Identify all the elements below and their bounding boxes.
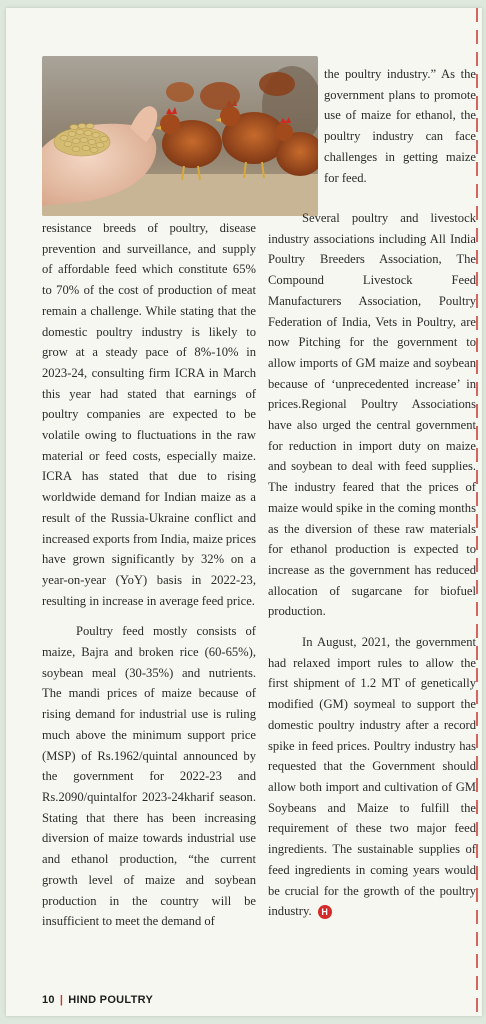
paragraph-associations: Several poultry and livestock industry associations including All India Poultry Breeders Association, The Compound Livestock Feed Manufacturers Association, Poultry Federation of India, Vets in Poultry, are now Pitching for the government to allow imports of GM maize and soybean because of ‘unprecedented increase’ in prices.Regional Poultry Associations have also urged the central government for reduction in import duty on maize and soybean to deal with feed supplies. The industry feared that the prices of maize would spike in the coming months as the diversion of these raw materials for ethanol production is expected to increase as the government has reduced allocation of sugarcane for biofuel production.: [268, 211, 476, 619]
paragraph-gm-imports: [268, 632, 476, 922]
page-number: 10: [42, 994, 55, 1006]
article-photo: [42, 56, 318, 216]
paragraph-feed-composition: Poultry feed mostly consists of maize, Bajra and broken rice (60-65%), soybean meal (30-35%) and nutrients. The mandi prices of maize because of rising demand for industrial use is ruling much above the minimum support price (MSP) of Rs.1962/quintal announced by the government for 2022-23 and Rs.2090/quintalfor 2023-24kharif season. Stating that there has been increasing diversion of maize towards industrial use and ethanol production, “the current growth level of maize and soybean production in the country will be insufficient to meet the demand of: [42, 624, 256, 929]
hind-poultry-logo-icon: H: [318, 905, 332, 919]
article-column-left: [42, 218, 256, 932]
page-edge-line: [476, 8, 478, 1016]
paragraph-feed-costs: resistance breeds of poultry, disease prevention and surveillance, and supply of affordable feed which constitute 65% to 70% of the cost of production of meat remain a challenge. While stating that the domestic poultry industry is likely to grow at a steady pace of 8%-10% in 2023-24, consulting firm ICRA in March this year had stated that earnings of poultry companies are expected to be volatile owing to fluctuations in the raw material or feed costs, especially maize. ICRA has stated that due to rising worldwide demand for Indian maize as a result of the Russia-Ukraine conflict and increased exports from India, maize prices have grown significantly by 32% on a year-on-year (YoY) basis in 2022-23, resulting in increase in average feed price.: [42, 221, 257, 608]
paragraph-gm-imports-text: In August, 2021, the government had relaxed import rules to allow the first shipment of 1.2 MT of genetically modified (GM) soymeal to support the domestic poultry industry after a record spike in feed prices. Poultry industry has requested that the Government should allow both import and cultivation of GM Soybeans and Maize to fulfill the requirement of these two major feed ingredients. The sustainable supplies of feed ingredients in coming years would be crucial for the growth of the poultry industry.: [268, 635, 476, 919]
footer-separator: |: [59, 994, 64, 1006]
article-column-right: [268, 208, 476, 922]
article-column-top-right: [324, 64, 476, 188]
publication-name: HIND POULTRY: [68, 994, 154, 1006]
magazine-page: [6, 8, 482, 1016]
paragraph-continuation: the poultry industry.” As the government plans to promote use of maize for ethanol, the poultry industry can face challenges in getting maize for feed.: [324, 67, 476, 185]
page-footer: [42, 994, 153, 1006]
hand-feed-chickens-image: [42, 56, 318, 216]
